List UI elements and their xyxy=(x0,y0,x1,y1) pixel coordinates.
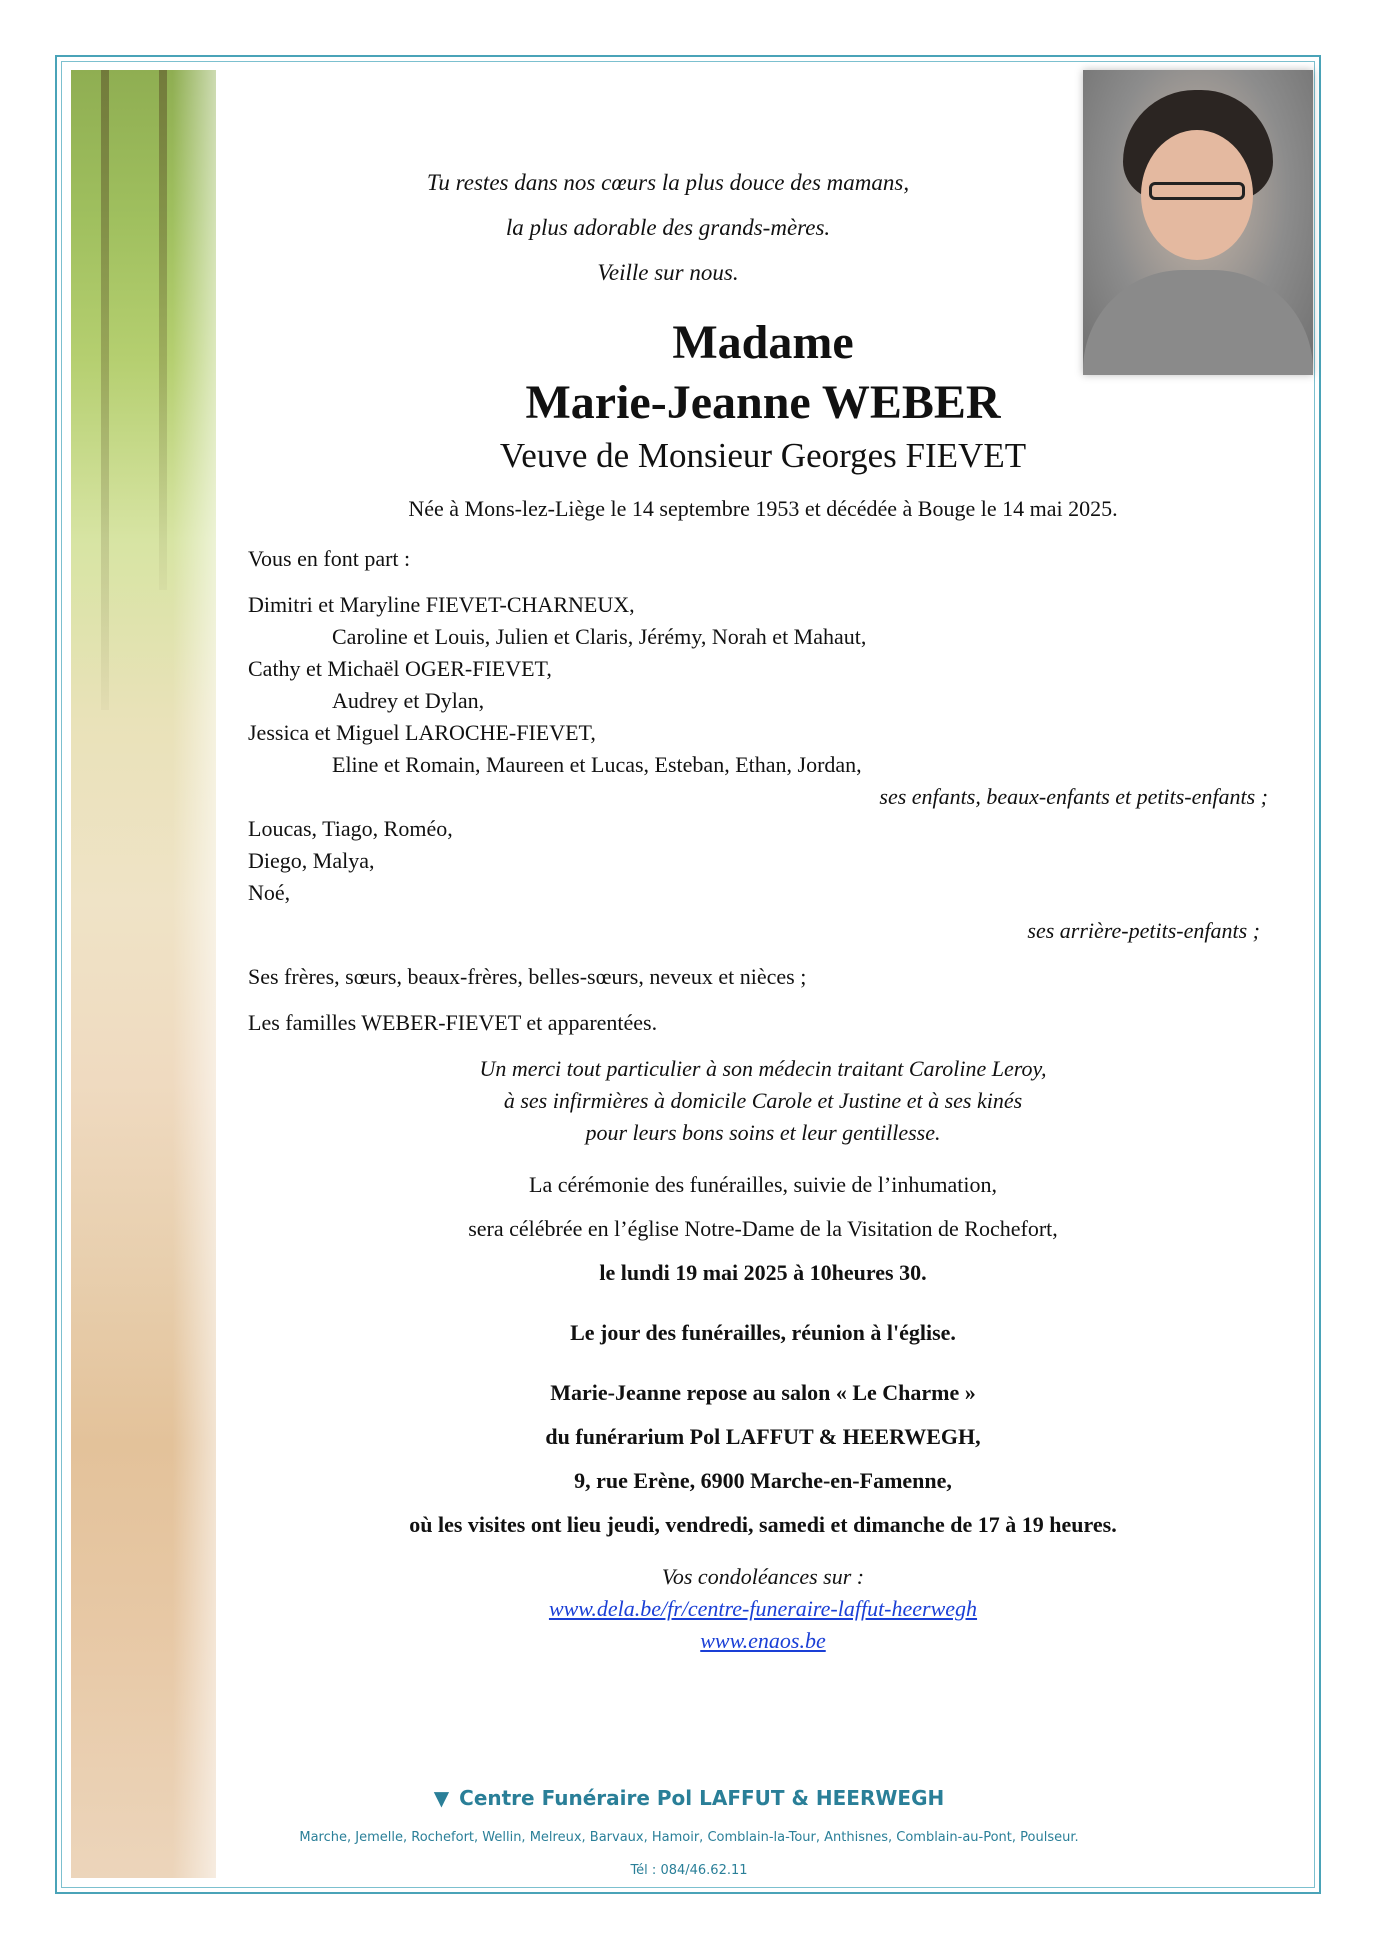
family-line: Dimitri et Maryline FIEVET-CHARNEUX, xyxy=(248,592,635,617)
funeral-home-phone: Tél : 084/46.62.11 xyxy=(630,1863,748,1878)
title: Madame xyxy=(672,316,854,369)
thanks-line: Un merci tout particulier à son médecin traitant Caroline Leroy, xyxy=(479,1056,1047,1081)
family-line: Diego, Malya, xyxy=(248,848,375,873)
widow-line: Veuve de Monsieur Georges FIEVET xyxy=(499,436,1027,475)
poem xyxy=(248,160,1088,295)
visit-line: Marie-Jeanne repose au salon « Le Charme » xyxy=(550,1380,976,1405)
tree-trunk xyxy=(101,70,109,710)
funeral-home-cities: Marche, Jemelle, Rochefort, Wellin, Melreux, Barvaux, Hamoir, Comblain-la-Tour, Anthisnes, Comblain-au-Pont, Poulseur. xyxy=(299,1830,1079,1845)
funeral-home-name xyxy=(0,1786,1378,1810)
poem-line: Veille sur nous. xyxy=(597,260,739,285)
ceremony xyxy=(248,1163,1278,1295)
deceased-name: Marie-Jeanne WEBER xyxy=(525,376,1001,429)
funeral-home-label: Centre Funéraire Pol LAFFUT & HEERWEGH xyxy=(459,1786,945,1810)
poem-line: la plus adorable des grands-mères. xyxy=(505,215,831,240)
thanks-line: pour leurs bons soins et leur gentillesse. xyxy=(585,1120,941,1145)
poem-line: Tu restes dans nos cœurs la plus douce des mamans, xyxy=(426,170,910,195)
triangle-down-icon: ▼ xyxy=(433,1786,450,1810)
family-line: Jessica et Miguel LAROCHE-FIEVET, xyxy=(248,720,596,745)
great-grandchildren-list xyxy=(248,813,1278,947)
children-list xyxy=(248,589,1278,813)
families-line: Les familles WEBER-FIEVET et apparentées. xyxy=(248,1010,658,1035)
children-caption: ses enfants, beaux-enfants et petits-enfants ; xyxy=(879,784,1268,809)
ceremony-date: le lundi 19 mai 2025 à 10heures 30. xyxy=(599,1260,927,1285)
family-line: Cathy et Michaël OGER-FIEVET, xyxy=(248,656,552,681)
birth-death-dates: Née à Mons-lez-Liège le 14 septembre 1953 et décédée à Bouge le 14 mai 2025. xyxy=(408,496,1118,521)
siblings-line: Ses frères, sœurs, beaux-frères, belles-sœurs, neveux et nièces ; xyxy=(248,964,807,989)
tree-trunk xyxy=(159,70,167,590)
ceremony-line: La cérémonie des funérailles, suivie de l’inhumation, xyxy=(529,1172,997,1197)
forest-side-image xyxy=(71,70,216,1878)
ceremony-line: sera célébrée en l’église Notre-Dame de la Visitation de Rochefort, xyxy=(468,1216,1058,1241)
dela-link[interactable]: www.dela.be/fr/centre-funeraire-laffut-heerwegh xyxy=(548,1596,978,1621)
visit-line: où les visites ont lieu jeudi, vendredi, samedi et dimanche de 17 à 19 heures. xyxy=(409,1512,1117,1537)
announcement-body xyxy=(248,160,1278,1657)
visit-line: du funérarium Pol LAFFUT & HEERWEGH, xyxy=(545,1424,981,1449)
family-line: Eline et Romain, Maureen et Lucas, Esteban, Ethan, Jordan, xyxy=(332,752,862,777)
enaos-link[interactable]: www.enaos.be xyxy=(700,1628,826,1653)
meeting-line: Le jour des funérailles, réunion à l'église. xyxy=(570,1320,956,1345)
visit-info xyxy=(248,1371,1278,1547)
visit-line: 9, rue Erène, 6900 Marche-en-Famenne, xyxy=(574,1468,952,1493)
thanks-line: à ses infirmières à domicile Carole et Justine et à ses kinés xyxy=(503,1088,1023,1113)
thanks xyxy=(248,1053,1278,1149)
family-line: Loucas, Tiago, Roméo, xyxy=(248,816,453,841)
family-line: Noé, xyxy=(248,880,291,905)
condolences-label: Vos condoléances sur : xyxy=(661,1564,865,1589)
family-line: Audrey et Dylan, xyxy=(332,688,485,713)
family-line: Caroline et Louis, Julien et Claris, Jérémy, Norah et Mahaut, xyxy=(332,624,867,649)
condolences xyxy=(248,1561,1278,1657)
intro-line: Vous en font part : xyxy=(248,546,411,571)
great-caption: ses arrière-petits-enfants ; xyxy=(1027,918,1260,943)
